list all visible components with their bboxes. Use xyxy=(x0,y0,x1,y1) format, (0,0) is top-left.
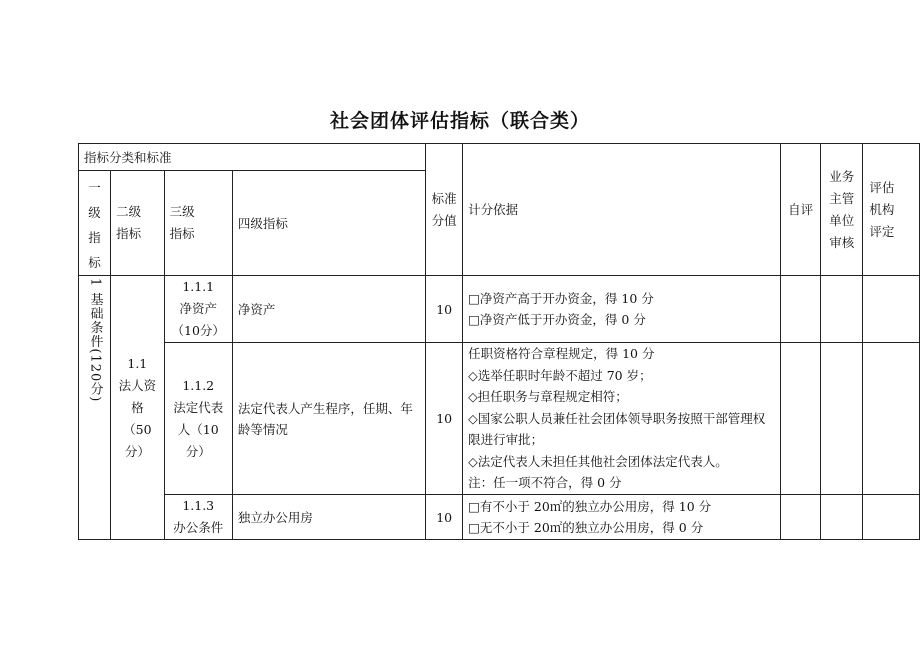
header-level3: 三级 指标 xyxy=(164,171,232,276)
header-agency-eval: 评估 机构 评定 xyxy=(863,144,920,276)
row1-agency-eval xyxy=(863,276,920,343)
basis-line: ◇担任职务与章程规定相符； xyxy=(468,389,628,405)
header-scoring-basis: 计分依据 xyxy=(463,144,781,276)
header-category-standard: 指标分类和标准 xyxy=(79,144,426,171)
row1-supervisor-review xyxy=(821,276,863,343)
evaluation-index-table xyxy=(78,143,920,540)
table-row xyxy=(79,495,920,540)
basis-line: □净资产高于开办资金，得 10 分 xyxy=(468,291,654,306)
basis-line: 任职资格符合章程规定，得 10 分 xyxy=(468,346,655,362)
basis-line: ◇国家公职人员兼任社会团体领导职务按照干部管理权限进行审批； xyxy=(468,410,766,448)
table-row xyxy=(79,276,920,343)
row2-supervisor-review xyxy=(821,343,863,495)
header-self-eval: 自评 xyxy=(781,144,821,276)
row2-agency-eval xyxy=(863,343,920,495)
level2-item: 1.1 法人资 格 （50分） xyxy=(111,276,165,540)
row2-level4: 法定代表人产生程序，任期、年龄等情况 xyxy=(232,343,425,495)
row1-self-eval xyxy=(781,276,821,343)
row1-basis xyxy=(463,276,781,343)
row3-self-eval xyxy=(781,495,821,540)
basis-line: 注：任一项不符合，得 0 分 xyxy=(468,475,622,491)
row1-level4: 净资产 xyxy=(232,276,425,343)
row1-level3: 1.1.1 净资产 （10分） xyxy=(164,276,232,343)
basis-line: □有不小于 20㎡的独立办公用房，得 10 分 xyxy=(468,499,712,514)
header-row-1 xyxy=(79,144,920,171)
header-supervisor-review: 业务 主管 单位 审核 xyxy=(821,144,863,276)
level1-item: 1 基础条件(120分) xyxy=(87,278,103,403)
row2-level3: 1.1.2 法定代表 人（10分） xyxy=(164,343,232,495)
basis-line: □无不小于 20㎡的独立办公用房，得 0 分 xyxy=(468,520,704,535)
header-level2: 二级 指标 xyxy=(111,171,165,276)
level1-cell xyxy=(79,276,111,540)
row3-basis xyxy=(463,495,781,540)
document-title: 社会团体评估指标（联合类） xyxy=(329,110,590,132)
row2-score: 10 xyxy=(426,343,463,495)
row3-agency-eval xyxy=(863,495,920,540)
header-standard-score: 标准 分值 xyxy=(426,144,463,276)
basis-line: ◇法定代表人未担任其他社会团体法定代表人。 xyxy=(468,453,728,469)
table-row xyxy=(79,343,920,495)
row2-self-eval xyxy=(781,343,821,495)
basis-line: ◇选举任职时年龄不超过 70 岁； xyxy=(468,367,652,383)
row3-level3: 1.1.3 办公条件 xyxy=(164,495,232,540)
row3-score: 10 xyxy=(426,495,463,540)
basis-line: □净资产低于开办资金，得 0 分 xyxy=(468,312,646,327)
row3-supervisor-review xyxy=(821,495,863,540)
row2-basis xyxy=(463,343,781,495)
header-level1: 一 级 指 标 xyxy=(79,171,111,276)
header-level4: 四级指标 xyxy=(232,171,425,276)
row3-level4: 独立办公用房 xyxy=(232,495,425,540)
row1-score: 10 xyxy=(426,276,463,343)
